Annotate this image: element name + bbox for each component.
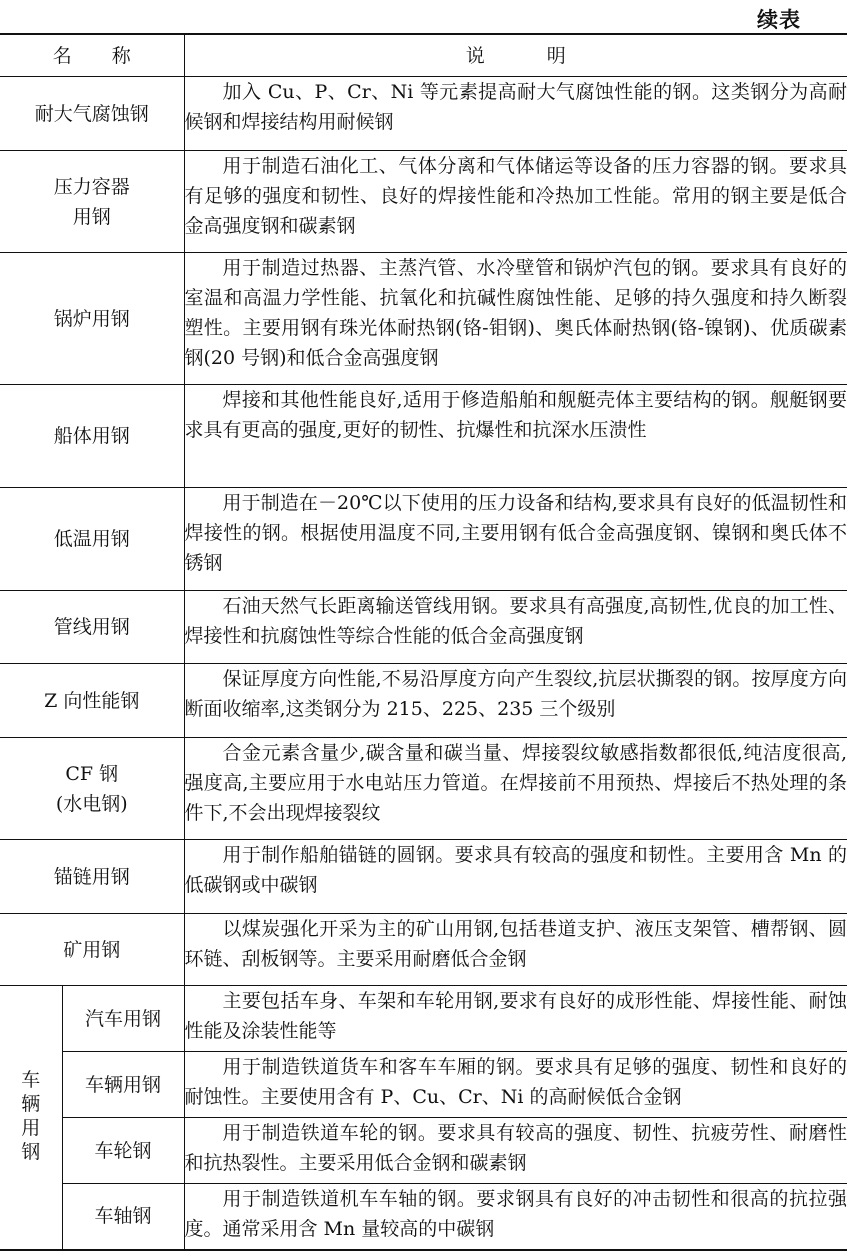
header-name: 名称 — [0, 34, 184, 77]
table-row — [0, 738, 847, 840]
row-name: 车轴钢 — [62, 1184, 184, 1250]
row-name: 耐大气腐蚀钢 — [0, 77, 184, 151]
vehicle-group-label — [0, 986, 62, 1250]
row-description: 加入 Cu、P、Cr、Ni 等元素提高耐大气腐蚀性能的钢。这类钢分为高耐候钢和焊接结构用耐候钢 — [184, 77, 847, 151]
row-name: 锅炉用钢 — [0, 253, 184, 385]
row-description: 保证厚度方向性能,不易沿厚度方向产生裂纹,抗层状撕裂的钢。按厚度方向断面收缩率,这类钢分为 215、225、235 三个级别 — [184, 664, 847, 738]
table-row — [0, 77, 847, 151]
table-row — [0, 914, 847, 986]
row-description: 合金元素含量少,碳含量和碳当量、焊接裂纹敏感指数都很低,纯洁度很高,强度高,主要应用于水电站压力管道。在焊接前不用预热、焊接后不热处理的条件下,不会出现焊接裂纹 — [184, 738, 847, 840]
row-name — [0, 738, 184, 840]
row-name: Z 向性能钢 — [0, 664, 184, 738]
table-row — [0, 664, 847, 738]
row-description: 以煤炭强化开采为主的矿山用钢,包括巷道支护、液压支架管、槽帮钢、圆环链、刮板钢等。主要采用耐磨低合金钢 — [184, 914, 847, 986]
table-row — [0, 151, 847, 253]
row-description: 石油天然气长距离输送管线用钢。要求具有高强度,高韧性,优良的加工性、焊接性和抗腐蚀性等综合性能的低合金高强度钢 — [184, 591, 847, 664]
row-name-text: CF 钢 — [65, 762, 119, 785]
row-name: 船体用钢 — [0, 385, 184, 488]
row-description: 用于制造石油化工、气体分离和气体储运等设备的压力容器的钢。要求具有足够的强度和韧性、良好的焊接性能和冷热加工性能。常用的钢主要是低合金高强度钢和碳素钢 — [184, 151, 847, 253]
table-row — [0, 488, 847, 591]
table-header-row — [0, 34, 847, 77]
row-name: 锚链用钢 — [0, 840, 184, 914]
row-description: 用于制造铁道车轮的钢。要求具有较高的强度、韧性、抗疲劳性、耐磨性和抗热裂性。主要采用低合金钢和碳素钢 — [184, 1118, 847, 1184]
table-row — [0, 1118, 847, 1184]
header-description: 说明 — [184, 34, 847, 77]
row-name: 汽车用钢 — [62, 986, 184, 1052]
steel-types-table — [0, 33, 847, 1251]
table-row — [0, 1184, 847, 1250]
table-row — [0, 253, 847, 385]
row-name: 车辆用钢 — [62, 1052, 184, 1118]
row-name: 低温用钢 — [0, 488, 184, 591]
row-name: 车轮钢 — [62, 1118, 184, 1184]
row-name-subtext: (水电钢) — [55, 792, 128, 815]
row-description: 用于制作船舶锚链的圆钢。要求具有较高的强度和韧性。主要用含 Mn 的低碳钢或中碳钢 — [184, 840, 847, 914]
row-name: 管线用钢 — [0, 591, 184, 664]
table-row — [0, 385, 847, 488]
row-description: 用于制造在－20℃以下使用的压力设备和结构,要求具有良好的低温韧性和焊接性的钢。根据使用温度不同,主要用钢有低合金高强度钢、镍钢和奥氏体不锈钢 — [184, 488, 847, 591]
row-description: 焊接和其他性能良好,适用于修造船舶和舰艇壳体主要结构的钢。舰艇钢要求具有更高的强度,更好的韧性、抗爆性和抗深水压溃性 — [184, 385, 847, 488]
table-row — [0, 986, 847, 1052]
row-description: 主要包括车身、车架和车轮用钢,要求有良好的成形性能、焊接性能、耐蚀性能及涂装性能等 — [184, 986, 847, 1052]
table-row — [0, 1052, 847, 1118]
vehicle-group-label-text: 车辆用钢 — [21, 1068, 41, 1163]
table-row — [0, 591, 847, 664]
row-name — [0, 151, 184, 253]
table-row — [0, 840, 847, 914]
row-description: 用于制造过热器、主蒸汽管、水冷壁管和锅炉汽包的钢。要求具有良好的室温和高温力学性能、抗氧化和抗碱性腐蚀性能、足够的持久强度和持久断裂塑性。主要用钢有珠光体耐热钢(铬-钼钢)、奥氏体耐热钢(铬-镍钢)、优质碳素钢(20 号钢)和低合金高强度钢 — [184, 253, 847, 385]
row-description: 用于制造铁道机车车轴的钢。要求钢具有良好的冲击韧性和很高的抗拉强度。通常采用含 Mn 量较高的中碳钢 — [184, 1184, 847, 1250]
row-name-text: 压力容器用钢 — [53, 175, 130, 228]
continued-label: 续表 — [757, 7, 801, 32]
row-description: 用于制造铁道货车和客车车厢的钢。要求具有足够的强度、韧性和良好的耐蚀性。主要使用含有 P、Cu、Cr、Ni 的高耐候低合金钢 — [184, 1052, 847, 1118]
row-name: 矿用钢 — [0, 914, 184, 986]
